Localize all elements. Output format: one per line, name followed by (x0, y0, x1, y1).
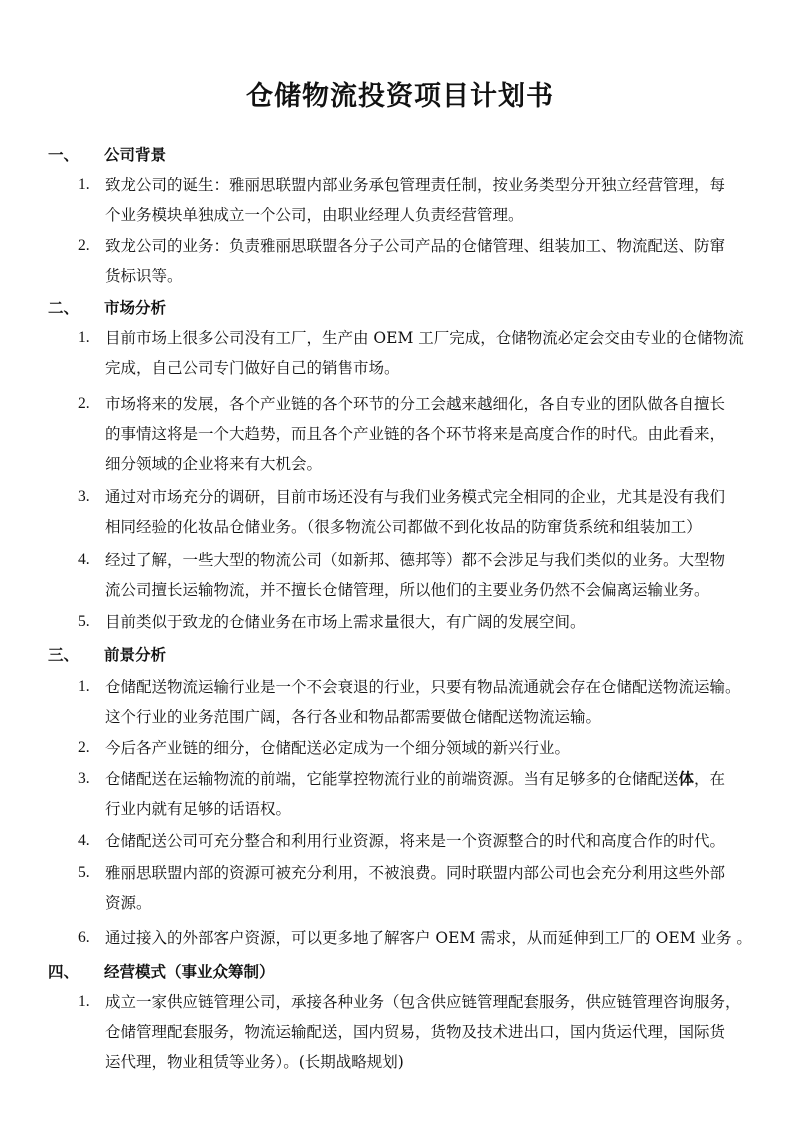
section-title: 经营模式（事业众筹制） (104, 963, 275, 981)
item-number: 1. (78, 176, 90, 193)
section-heading-3 (48, 645, 166, 665)
item-number: 3. (78, 488, 90, 505)
list-item (78, 170, 756, 230)
section-heading-2 (48, 298, 166, 318)
item-line: 致龙公司的业务：负责雅丽思联盟各分子公司产品的仓储管理、组装加工、物流配送、防窜 (105, 237, 726, 255)
list-item (78, 389, 756, 479)
list-item (78, 482, 756, 542)
item-line: 雅丽思联盟内部的资源可被充分利用，不被浪费。同时联盟内部公司也会充分利用这些外部 (105, 864, 726, 882)
item-line: 资源。 (105, 894, 152, 912)
item-line: 流公司擅长运输物流，并不擅长仓储管理，所以他们的主要业务仍然不会偏离运输业务。 (105, 581, 710, 599)
list-item (78, 231, 756, 291)
item-line: 仓储配送公司可充分整合和利用行业资源，将来是一个资源整合的时代和高度合作的时代。 (105, 832, 726, 850)
section-heading-4 (48, 962, 275, 982)
item-line: 致龙公司的诞生：雅丽思联盟内部业务承包管理责任制，按业务类型分开独立经营管理，每 (105, 176, 726, 194)
item-line: 细分领域的企业将来有大机会。 (105, 455, 323, 473)
item-line: 行业内就有足够的话语权。 (105, 800, 292, 818)
item-line-text: 仓储配送在运输物流的前端，它能掌控物流行业的前端资源。当有足够多的仓储配送 (105, 770, 679, 788)
section-heading-1 (48, 145, 166, 165)
list-item (78, 607, 756, 637)
item-line: 仓储管理配套服务，物流运输配送，国内贸易，货物及技术进出口，国内货运代理，国际货 (105, 1023, 726, 1041)
section-number: 一、 (48, 146, 80, 164)
item-number: 2. (78, 739, 90, 756)
item-line: 目前类似于致龙的仓储业务在市场上需求量很大，有广阔的发展空间。 (105, 613, 586, 631)
item-number: 2. (78, 237, 90, 254)
item-line: 通过对市场充分的调研，目前市场还没有与我们业务模式完全相同的企业，尤其是没有我们 (105, 488, 726, 506)
item-line: 相同经验的化妆品仓储业务。（很多物流公司都做不到化妆品的防窜货系统和组装加工） (105, 518, 702, 536)
list-item (78, 545, 756, 605)
item-number: 1. (78, 993, 90, 1010)
item-number: 3. (78, 770, 90, 787)
list-item (78, 858, 756, 918)
item-line: 货标识等。 (105, 267, 183, 285)
list-item (78, 733, 756, 763)
item-number: 4. (78, 551, 90, 568)
item-line: 今后各产业链的细分，仓储配送必定成为一个细分领域的新兴行业。 (105, 739, 571, 757)
item-line: 完成，自己公司专门做好自己的销售市场。 (105, 359, 400, 377)
section-number: 四、 (48, 963, 80, 981)
item-line: 的事情这将是一个大趋势，而且各个产业链的各个环节将来是高度合作的时代。由此看来， (105, 425, 726, 443)
list-item (78, 923, 756, 953)
item-number: 1. (78, 329, 90, 346)
item-line: 仓储配送物流运输行业是一个不会衰退的行业，只要有物品流通就会存在仓储配送物流运输。 (105, 678, 741, 696)
section-number: 二、 (48, 299, 80, 317)
item-number: 6. (78, 929, 90, 946)
list-item (78, 323, 756, 383)
item-number: 1. (78, 678, 90, 695)
item-number: 4. (78, 832, 90, 849)
item-line: 这个行业的业务范围广阔，各行各业和物品都需要做仓储配送物流运输。 (105, 708, 602, 726)
item-line (105, 764, 756, 794)
bold-word: 体 (678, 769, 695, 788)
item-line-tail: ，在 (694, 770, 726, 788)
item-number: 5. (78, 864, 90, 881)
item-line: 成立一家供应链管理公司，承接各种业务（包含供应链管理配套服务，供应链管理咨询服务， (105, 993, 741, 1011)
item-line: 市场将来的发展，各个产业链的各个环节的分工会越来越细化，各自专业的团队做各自擅长 (105, 395, 726, 413)
section-title: 前景分析 (104, 646, 167, 664)
section-number: 三、 (48, 646, 80, 664)
item-number: 2. (78, 395, 90, 412)
item-line: 运代理，物业租赁等业务）。(长期战略规划) (105, 1053, 404, 1071)
list-item (78, 987, 756, 1077)
list-item (78, 826, 756, 856)
item-line: 目前市场上很多公司没有工厂，生产由 OEM 工厂完成，仓储物流必定会交由专业的仓储物流 (105, 329, 744, 347)
item-number: 5. (78, 613, 90, 630)
document-title: 仓储物流投资项目计划书 (246, 81, 554, 112)
item-line: 个业务模块单独成立一个公司，由职业经理人负责经营管理。 (105, 206, 524, 224)
list-item (78, 764, 756, 824)
list-item (78, 672, 756, 732)
item-line: 通过接入的外部客户资源，可以更多地了解客户 OEM 需求，从而延伸到工厂的 OEM 业务 。 (105, 929, 752, 947)
section-title: 公司背景 (104, 146, 167, 164)
section-title: 市场分析 (104, 299, 167, 317)
item-line: 经过了解，一些大型的物流公司（如新邦、德邦等）都不会涉足与我们类似的业务。大型物 (105, 551, 726, 569)
